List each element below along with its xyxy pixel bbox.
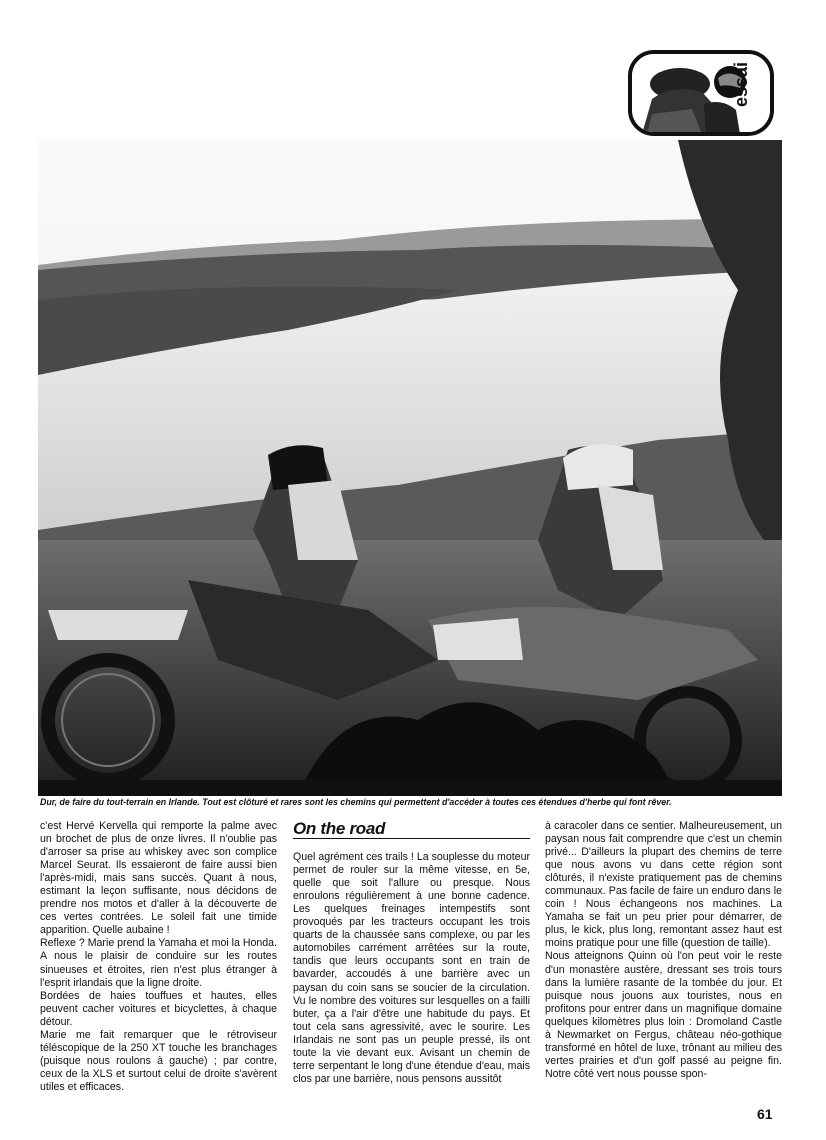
- photo-caption: Dur, de faire du tout-terrain en Irlande. Tout est clôturé et rares sont les chemins qui permettent d'accéder à toutes ces étendues d'herbe qui font rêver.: [40, 797, 672, 807]
- page-number: 61: [757, 1106, 773, 1122]
- column-3: [545, 820, 782, 1081]
- column-1: [40, 820, 277, 1094]
- paragraph: Marie me fait remarquer que le rétroviseur téléscopique de la 250 XT touche les branchages (puisque nous roulons à gauche) ; par contre, ceux de la XLS et surtout celui de droite s'avèrent utiles et efficaces.: [40, 1028, 277, 1093]
- paragraph: Quel agrément ces trails ! La souplesse du moteur permet de rouler sur la même vitesse, en 5e, quelle que soit l'allure ou presque. Nous enroulons régulièrement à une bonne cadence. Les quelques freinages intempestifs sont provoqués par les tracteurs occupant les trois quarts de la chaussée sans complexe, ou par les automobiles carrément arrêtées sur la route, tandis que leurs occupants sont en train de bavarder, accoudés à une barrière avec un paysan du coin sans se soucier de la circulation. Vu le nombre des voitures sur lesquelles on a failli buter, ça a l'air d'être une habitude du pays. Et tout cela sans agressivité, avec le sourire. Les Irlandais ne sont pas un peuple pressé, ils ont toute la vie devant eux. Avisant un chemin de terre serpentant le long d'une étendue d'eau, mais clos par une barrière, nous pensons aussitôt: [293, 851, 530, 1085]
- photo-motorcyclists: [38, 140, 782, 796]
- logo-text: essai: [730, 61, 751, 108]
- column-2: [293, 819, 530, 1086]
- paragraph: c'est Hervé Kervella qui remporte la palme avec un brochet de plus de onze livres. Il n'oublie pas d'arroser sa prise au whiskey avec son complice Marcel Seurat. Ils essaieront de faire aussi bien l'après-midi, mais sans succès. Quant à nous, estimant la leçon suffisante, nous décidons de prendre nos motos et d'aller à la découverte de ces vertes contrées. Le soleil fait une timide apparition. Quelle aubaine !: [40, 820, 277, 937]
- photo-image: [38, 140, 782, 796]
- paragraph: à caracoler dans ce sentier. Malheureusement, un paysan nous fait comprendre que c'est un chemin privé... D'ailleurs la plupart des chemins de terre que nous avons vu dans cette région sont clôturés, il n'existe pratiquement pas de chemins communaux. Pas facile de faire un enduro dans le coin ! Nous échangeons nos machines. La Yamaha se fait un peu prier pour démarrer, de plus, le kick, plus long, remontant assez haut est moins pratique pour une fille (question de taille).: [545, 820, 782, 950]
- paragraph: Bordées de haies touffues et hautes, elles peuvent cacher voitures et bicyclettes, à chaque détour.: [40, 989, 277, 1028]
- essai-logo: [628, 50, 774, 136]
- paragraph: Reflexe ? Marie prend la Yamaha et moi la Honda. A nous le plaisir de conduire sur les routes sinueuses et étroites, rien n'est plus étranger à l'esprit irlandais que la ligne droite.: [40, 937, 277, 989]
- paragraph: Nous atteignons Quinn où l'on peut voir le reste d'un monastère austère, dressant ses trois tours dans la lumière rasante de la tombée du jour. Et puisque nous jouons aux touristes, nous en profitons pour entrer dans un magnifique domaine quelques kilomètres plus loin : Dromoland Castle à Newmarket on Fergus, château néo-gothique transformé en hôtel de luxe, trônant au milieu des vertes prairies et d'un golf passé au peigne fin. Notre côté vert nous pousse spon-: [545, 950, 782, 1080]
- section-heading: On the road: [293, 822, 530, 839]
